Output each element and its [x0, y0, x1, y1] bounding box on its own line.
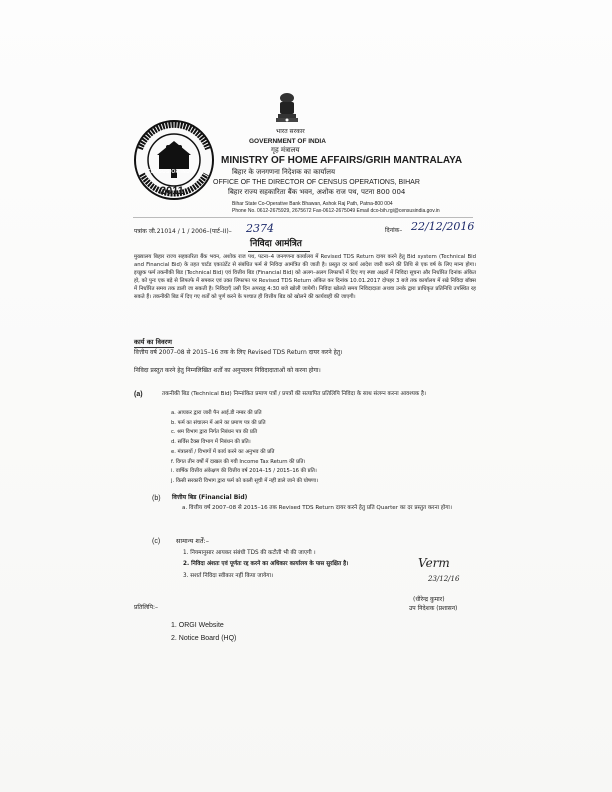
technical-bid-item: a. आयकर द्वारा जारी पैन आई.डी नम्बर की प्रति [171, 410, 262, 416]
technical-bid-item: e. मंत्रालयों / विभागों में कार्य करने का अनुभव की प्रति [171, 448, 275, 455]
general-condition-item: 2. निविदा अंशतः एवं पूर्णतः रद्द करने का अधिकार कार्यालय के पास सुरक्षित है। [183, 561, 349, 568]
letter-date: 22/12/2016 [411, 220, 475, 233]
copy-to-label: प्रतिलिपि:– [134, 604, 158, 611]
signatory-designation: उप निदेशक (प्रशासन) [409, 605, 458, 612]
financial-bid-text: a. वित्तीय वर्ष 2007–08 से 2015–16 तक Revised TDS Return दायर करने हेतु प्रति Quarter का दर प्रस्तुत करना होगा। [182, 505, 452, 511]
technical-bid-heading: तकनीकी बिड (Technical Bid) निम्नांकित प्रमाण पत्रों / प्रपत्रों की सत्यापित प्रतिलिपि निविदा के साथ संलग्न करना आवश्यक है। [162, 391, 427, 397]
conditions-intro: निविदा प्रस्तुत करने हेतु निम्नलिखित शर्तों का अनुपालन निविदादाताओं को करना होगा। [134, 367, 321, 374]
office-title-hindi: बिहार के जनगणना निदेशक का कार्यालय [232, 168, 336, 176]
technical-bid-item: b. फर्म का संचालन में आने का प्रमाण पत्र की प्रति [171, 419, 266, 426]
work-heading: कार्य का विवरण [134, 338, 172, 346]
copy-to-item: 1. ORGI Website [171, 622, 224, 629]
copy-to-item: 2. Notice Board (HQ) [171, 635, 237, 642]
financial-bid-marker: (b) [152, 495, 161, 502]
general-conditions-list [183, 548, 348, 582]
patrank-label: पत्रांक जी.21014 / 1 / 2006–(पार्ट–II)– [134, 228, 232, 235]
general-condition-item: 1. नियमानुसार आयकर संबंधी TDS की कटौती भी की जाएगी । [183, 550, 316, 556]
office-address-hindi: बिहार राज्य सहकारिता बैंक भवन, अशोक राज पथ, पटना 800 004 [228, 188, 406, 196]
technical-bid-item: j. किसी सरकारी विभाग द्वारा फर्म को काली सूची में नहीं डाले जाने की घोषणा। [171, 477, 319, 484]
intro-paragraph: मुख्यालय बिहार राज्य सहकारिता बैंक भवन, अशोक राज पथ, पटना–4 जनगणना कार्यालय में Revised TDS Return दायर करने हेतु Bid system (Technical Bid and Financial Bid) के तहत चार्टड एकाउंटेंट से संबंधित फर्म से निविदा आमंत्रित की जाती है। प्रस्तुत दर कार्य आदेश जारी करने की तिथि से एक वर्ष के लिए मान्य होगा। इच्छुक फर्म तकनीकी बिड (Technical Bid) एवं वित्तीय बिड (Financial Bid) को अलग–अलग लिफाफों में दिए गए स्पष्ट अक्षरों में निविदा सूचना और निर्धारित दिनांक अंकित हो, को पुनः एक बड़े से लिफाफे में सफ्कर एवं उक्त लिफाफा पर Revised TDS Return अंकित कर दिनांक 10.01.2017 दोपहर 3 बजे तक कार्यालय में रखे निविदा बॉक्स में निर्धारित समय तक डाली जा सकती है। निविदाएँ उसी दिन अपराह्न 4:30 बजे खोली जायेगी। निविदा खोलते समय निविदादाता अथवा उनके द्वारा प्राधिकृत प्रतिनिधि उपस्थित रह सकते हैं। तकनीकी बिड में दिए गए शर्तों को पूर्ण करने के पश्चात ही वित्तीय बिड को खोलने की कार्यवाही की जाएगी। [134, 254, 476, 301]
government-of-india-text: GOVERNMENT OF INDIA [249, 138, 326, 145]
office-address-english: Bihar State Co-Operative Bank Bhawan, Ashok Raj Path, Patna-800 004 [232, 201, 393, 207]
technical-bid-item: d. सर्विस टैक्स विभाग में निबंधन की प्रति। [171, 439, 251, 446]
office-title-english: OFFICE OF THE DIRECTOR OF CENSUS OPERATIONS, BIHAR [213, 179, 420, 186]
general-conditions-marker: (c) [152, 538, 161, 545]
notice-title: निविदा आमंत्रित [250, 239, 302, 249]
general-condition-item: 3. सशर्त निविदा स्वीकार नहीं किया जायेगा। [183, 572, 274, 579]
bharat-sarkar-text: भारत सरकार [276, 128, 305, 135]
technical-bid-list [171, 409, 318, 487]
signatory-name: (धीरेन्द्र कुमार) [413, 596, 445, 603]
signature-date: 23/12/16 [428, 575, 460, 583]
national-emblem-icon [272, 91, 302, 125]
general-conditions-heading: सामान्य शर्तें:– [176, 537, 209, 545]
office-phone: Phone No. 0612-2675929, 2675672 Fax-0612-2675049 Email dco-bih.rgi@censusindia.gov.in [232, 208, 440, 214]
letterhead-divider [133, 217, 473, 218]
technical-bid-item: i. वार्षिक वित्तीय अंकेक्षण की वित्तीय वर्ष 2014–15 / 2015–16 की प्रति। [171, 468, 317, 475]
technical-bid-item: c. श्रम विभाग द्वारा निर्गत निबंधन पत्र की प्रति [171, 429, 258, 436]
census-seal-text: CENSUS OF INDIA [147, 169, 196, 175]
signature-handwritten: Verm [418, 556, 450, 570]
work-heading-underline [134, 347, 174, 348]
patrank-number: 2374 [246, 222, 274, 235]
census-year: 2011 [160, 185, 184, 197]
ministry-title: MINISTRY OF HOME AFFAIRS/GRIH MANTRALAYA [221, 155, 463, 166]
technical-bid-marker: (a) [134, 391, 143, 398]
notice-title-underline [248, 251, 310, 252]
technical-bid-item: f. विगत तीन वर्षों में दाखल की गयी Income Tax Return की प्रति। [171, 458, 306, 465]
dinank-label: दिनांक– [385, 227, 403, 234]
grih-mantralaya-text: गृह मंत्रालय [271, 146, 300, 154]
financial-bid-heading: वित्तीय बिड (Financial Bid) [172, 494, 248, 501]
work-description: वित्तीय वर्ष 2007–08 से 2015–16 तक के लिए Revised TDS Return दायर करने हेतु। [134, 349, 343, 356]
